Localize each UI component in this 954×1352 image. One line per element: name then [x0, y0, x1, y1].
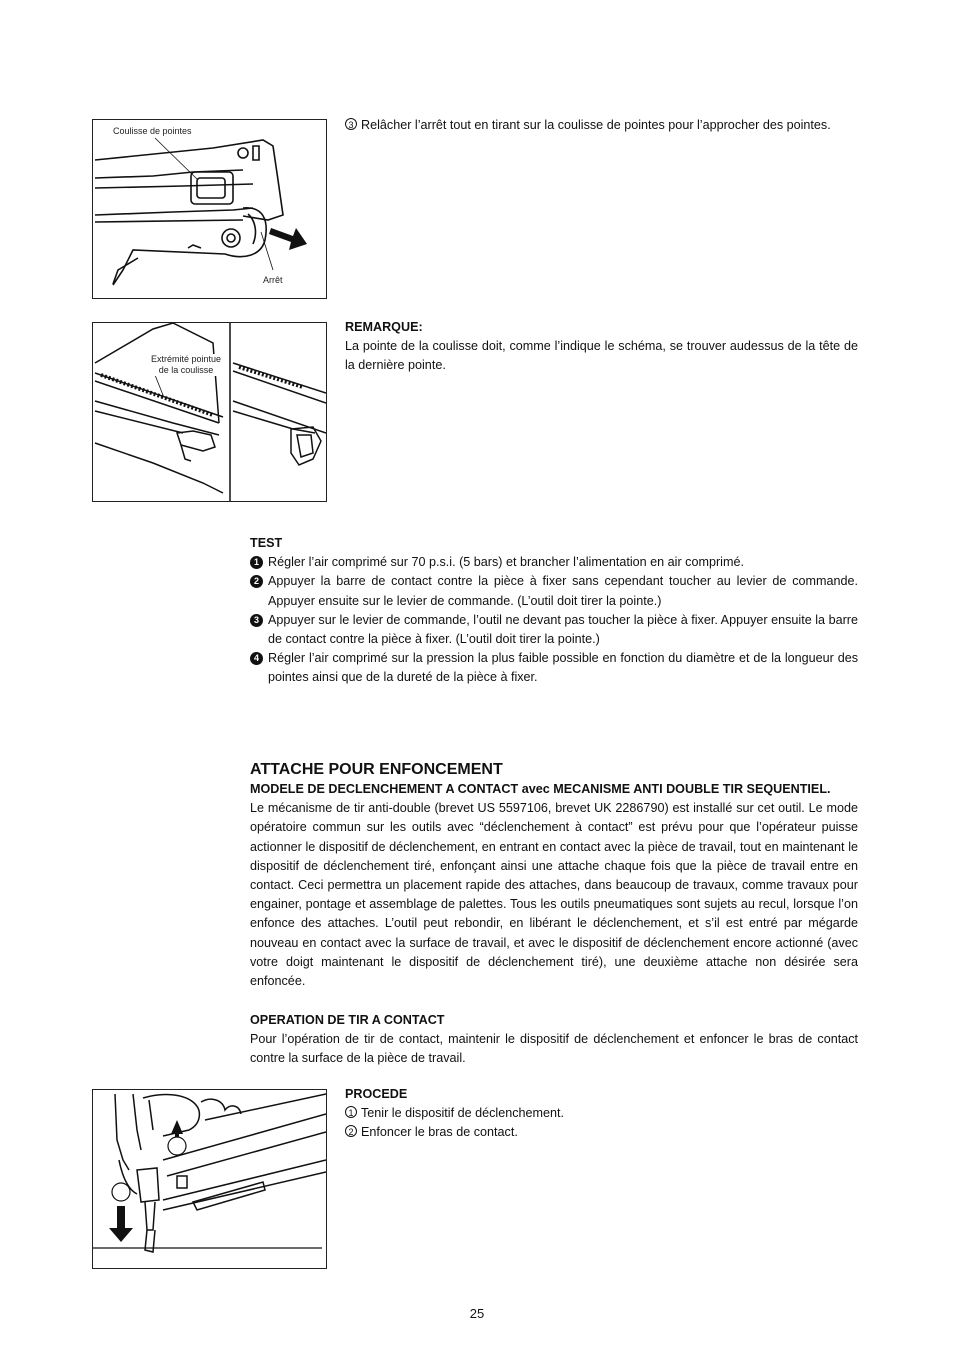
section-body: Le mécanisme de tir anti-double (brevet US 5597106, brevet UK 2286790) est installé sur cet outil. Le mode opératoire commun sur les outils avec “déclenchement à contact” est prévu pour que l’opérateur puisse actionner le dispositif de déclenchement, en entrant en contact avec la pièce de travail, tout en maintenant le dispositif de déclenchement tiré, enfonçant ainsi une attache chaque fois que la pièce de travail entre en contact. Ceci permettra un placement rapide des attaches, dans beaucoup de travaux, comme travaux pour engainer, pontage et assemblage de palettes. Tous les outils pneumatiques sont sujets au recul, lorsque l’on enfonce des attaches. L’outil peut rebondir, en libérant le déclenchement, et s’il est entré par mégarde nouveau en contact avec la surface de travail, et avec le dispositif de déclenchement encore actionné (avec votre doigt maintenant le dispositif de déclenchement tiré), une deuxième attache non désirée sera enfoncée. — [250, 801, 858, 989]
test-section — [250, 534, 858, 688]
test-item — [250, 572, 858, 610]
figure-label-slide-tip: Extrémité pointue de la coulisse — [145, 354, 227, 376]
test-item-text: Appuyer la barre de contact contre la pièce à fixer sans cependant toucher au levier de commande. Appuyer ensuite sur le levier de commande. (L’outil doit tirer la pointe.) — [268, 574, 858, 608]
figure-label-stopper: Arrêt — [263, 275, 283, 285]
step-number-badge: 3 — [345, 118, 357, 130]
test-item — [250, 553, 858, 572]
step-number-badge: 2 — [345, 1125, 357, 1137]
step-3-instruction — [345, 116, 860, 135]
remarque-section — [345, 318, 858, 376]
test-item — [250, 611, 858, 649]
item-number-badge: 2 — [250, 575, 263, 588]
remarque-heading: REMARQUE: — [345, 320, 423, 334]
test-item-text: Régler l’air comprimé sur 70 p.s.i. (5 bars) et brancher l’alimentation en air comprimé. — [268, 555, 744, 570]
section-title: ATTACHE POUR ENFONCEMENT — [250, 761, 503, 778]
procede-heading: PROCEDE — [345, 1087, 408, 1101]
procede-item — [345, 1123, 858, 1142]
test-item — [250, 649, 858, 687]
test-item-text: Appuyer sur le levier de commande, l’outil ne devant pas toucher la pièce à fixer. Appuyer ensuite la barre de contact contre la pièce à fixer. (L’outil doit tirer la pointe.) — [268, 612, 858, 647]
procede-item — [345, 1104, 858, 1123]
procede-section — [345, 1085, 858, 1143]
step-3-text: Relâcher l’arrêt tout en tirant sur la coulisse de pointes pour l’approcher des pointes. — [361, 118, 831, 132]
item-number-badge: 1 — [250, 556, 263, 569]
remarque-text: La pointe de la coulisse doit, comme l’indique le schéma, se trouver audessus de la tête de la dernière pointe. — [345, 339, 858, 373]
figure-nail-slide-release — [92, 119, 327, 299]
test-heading: TEST — [250, 536, 283, 550]
item-number-badge: 4 — [250, 652, 263, 665]
section-subtitle: MODELE DE DECLENCHEMENT A CONTACT avec MECANISME ANTI DOUBLE TIR SEQUENTIEL. — [250, 782, 831, 796]
procede-item-text: Tenir le dispositif de déclenchement. — [361, 1106, 565, 1121]
figure-contact-firing — [92, 1089, 327, 1269]
item-number-badge: 3 — [250, 614, 263, 627]
attache-section — [250, 760, 858, 991]
operation-section — [250, 1011, 858, 1069]
procede-item-text: Enfoncer le bras de contact. — [361, 1125, 518, 1140]
contact-firing-illustration — [93, 1090, 326, 1268]
nail-slide-illustration — [93, 120, 326, 298]
operation-text: Pour l’opération de tir de contact, maintenir le dispositif de déclenchement et enfoncer le bras de contact contre la surface de la pièce de travail. — [250, 1032, 858, 1066]
slide-tip-illustration — [93, 323, 326, 501]
test-item-text: Régler l’air comprimé sur la pression la plus faible possible en fonction du diamètre et de la longueur des pointes ainsi que de la dureté de la pièce à fixer. — [268, 651, 858, 685]
operation-heading: OPERATION DE TIR A CONTACT — [250, 1013, 445, 1027]
page-number: 25 — [469, 1306, 485, 1321]
step-number-badge: 1 — [345, 1106, 357, 1118]
figure-slide-tip — [92, 322, 327, 502]
figure-label-nail-slide: Coulisse de pointes — [113, 126, 192, 136]
